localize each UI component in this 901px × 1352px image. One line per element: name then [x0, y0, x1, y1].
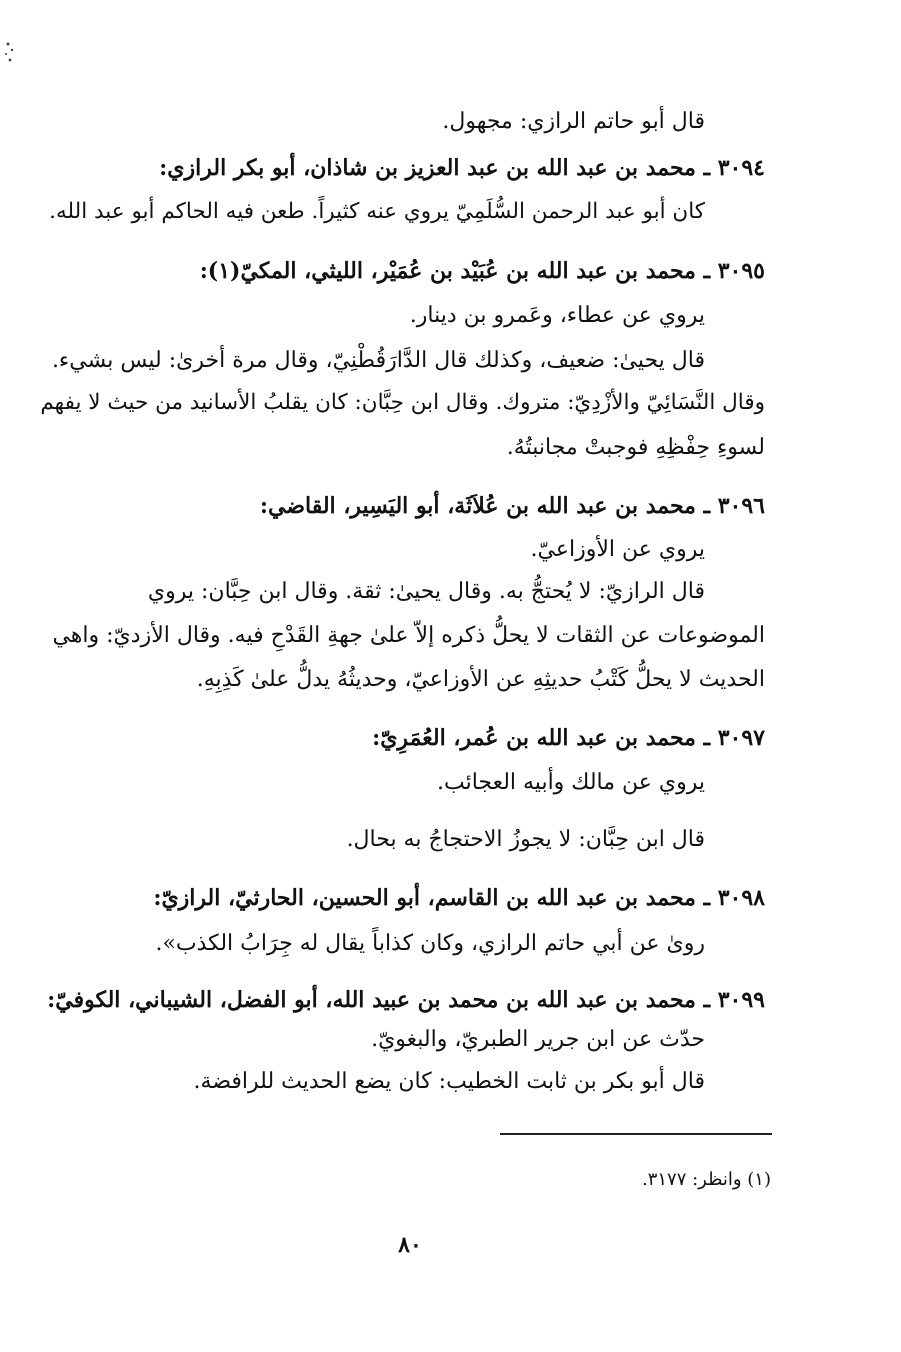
text-line: الموضوعات عن الثقات لا يحلُّ ذكره إلاّ علىٰ جهةِ القَدْحِ فيه. وقال الأزديّ: واهي	[52, 623, 765, 648]
text-line: حدّث عن ابن جرير الطبريّ، والبغويّ.	[371, 1027, 705, 1052]
text-line: قال الرازيّ: لا يُحتجُّ به. وقال يحيىٰ: ثقة. وقال ابن حِبَّان: يروي	[147, 579, 705, 604]
entry-heading-3096: ٣٠٩٦ ـ محمد بن عبد الله بن عُلاَثَة، أبو اليَسِير، القاضي:	[259, 493, 765, 519]
footnote-divider	[500, 1133, 772, 1135]
text-line: الحديث لا يحلُّ كَتْبُ حديثِهِ عن الأوزاعيّ، وحديثُهُ يدلُّ علىٰ كَذِبِهِ.	[196, 667, 765, 692]
text-line: يروي عن مالك وأبيه العجائب.	[436, 770, 705, 795]
text-line: يروي عن عطاء، وعَمرو بن دينار.	[409, 303, 705, 328]
page-number: ٨٠	[398, 1232, 422, 1258]
text-line: قال ابن حِبَّان: لا يجوزُ الاحتجاجُ به بحال.	[346, 827, 705, 852]
text-line: قال أبو بكر بن ثابت الخطيب: كان يضع الحديث للرافضة.	[193, 1069, 705, 1094]
text-line: يروي عن الأوزاعيّ.	[530, 537, 705, 562]
text-line: وقال النَّسَائِيّ والأزْدِيّ: متروك. وقال ابن حِبَّان: كان يقلبُ الأسانيد من حيث لا يفهم	[40, 390, 765, 415]
entry-heading-3094: ٣٠٩٤ ـ محمد بن عبد الله بن عبد العزيز بن شاذان، أبو بكر الرازي:	[159, 155, 765, 181]
entry-heading-3098: ٣٠٩٨ ـ محمد بن عبد الله بن القاسم، أبو الحسين، الحارثيّ، الرازيّ:	[153, 885, 765, 911]
text-line: قال يحيىٰ: ضعيف، وكذلك قال الدَّارَقُطْنِيّ، وقال مرة أخرىٰ: ليس بشيء.	[51, 348, 705, 373]
text-line: لسوءِ حِفْظِهِ فوجبتْ مجانبتُهُ.	[506, 435, 765, 460]
footnote: (١) وانظر: ٣١٧٧.	[641, 1169, 771, 1190]
text-line: قال أبو حاتم الرازي: مجهول.	[442, 109, 705, 134]
entry-heading-3099: ٣٠٩٩ ـ محمد بن عبد الله بن محمد بن عبيد الله، أبو الفضل، الشيباني، الكوفيّ:	[47, 987, 765, 1013]
entry-heading-3097: ٣٠٩٧ ـ محمد بن عبد الله بن عُمر، العُمَرِيّ:	[372, 725, 765, 751]
entry-heading-3095: ٣٠٩٥ ـ محمد بن عبد الله بن عُبَيْد بن عُمَيْر، الليثي، المكيّ(١):	[199, 258, 765, 284]
scan-speck-mark	[2, 38, 18, 66]
text-line: كان أبو عبد الرحمن السُّلَمِيّ يروي عنه كثيراً. طعن فيه الحاكم أبو عبد الله.	[49, 199, 705, 224]
text-line: روىٰ عن أبي حاتم الرازي، وكان كذاباً يقال له جِرَابُ الكذب».	[155, 931, 705, 956]
